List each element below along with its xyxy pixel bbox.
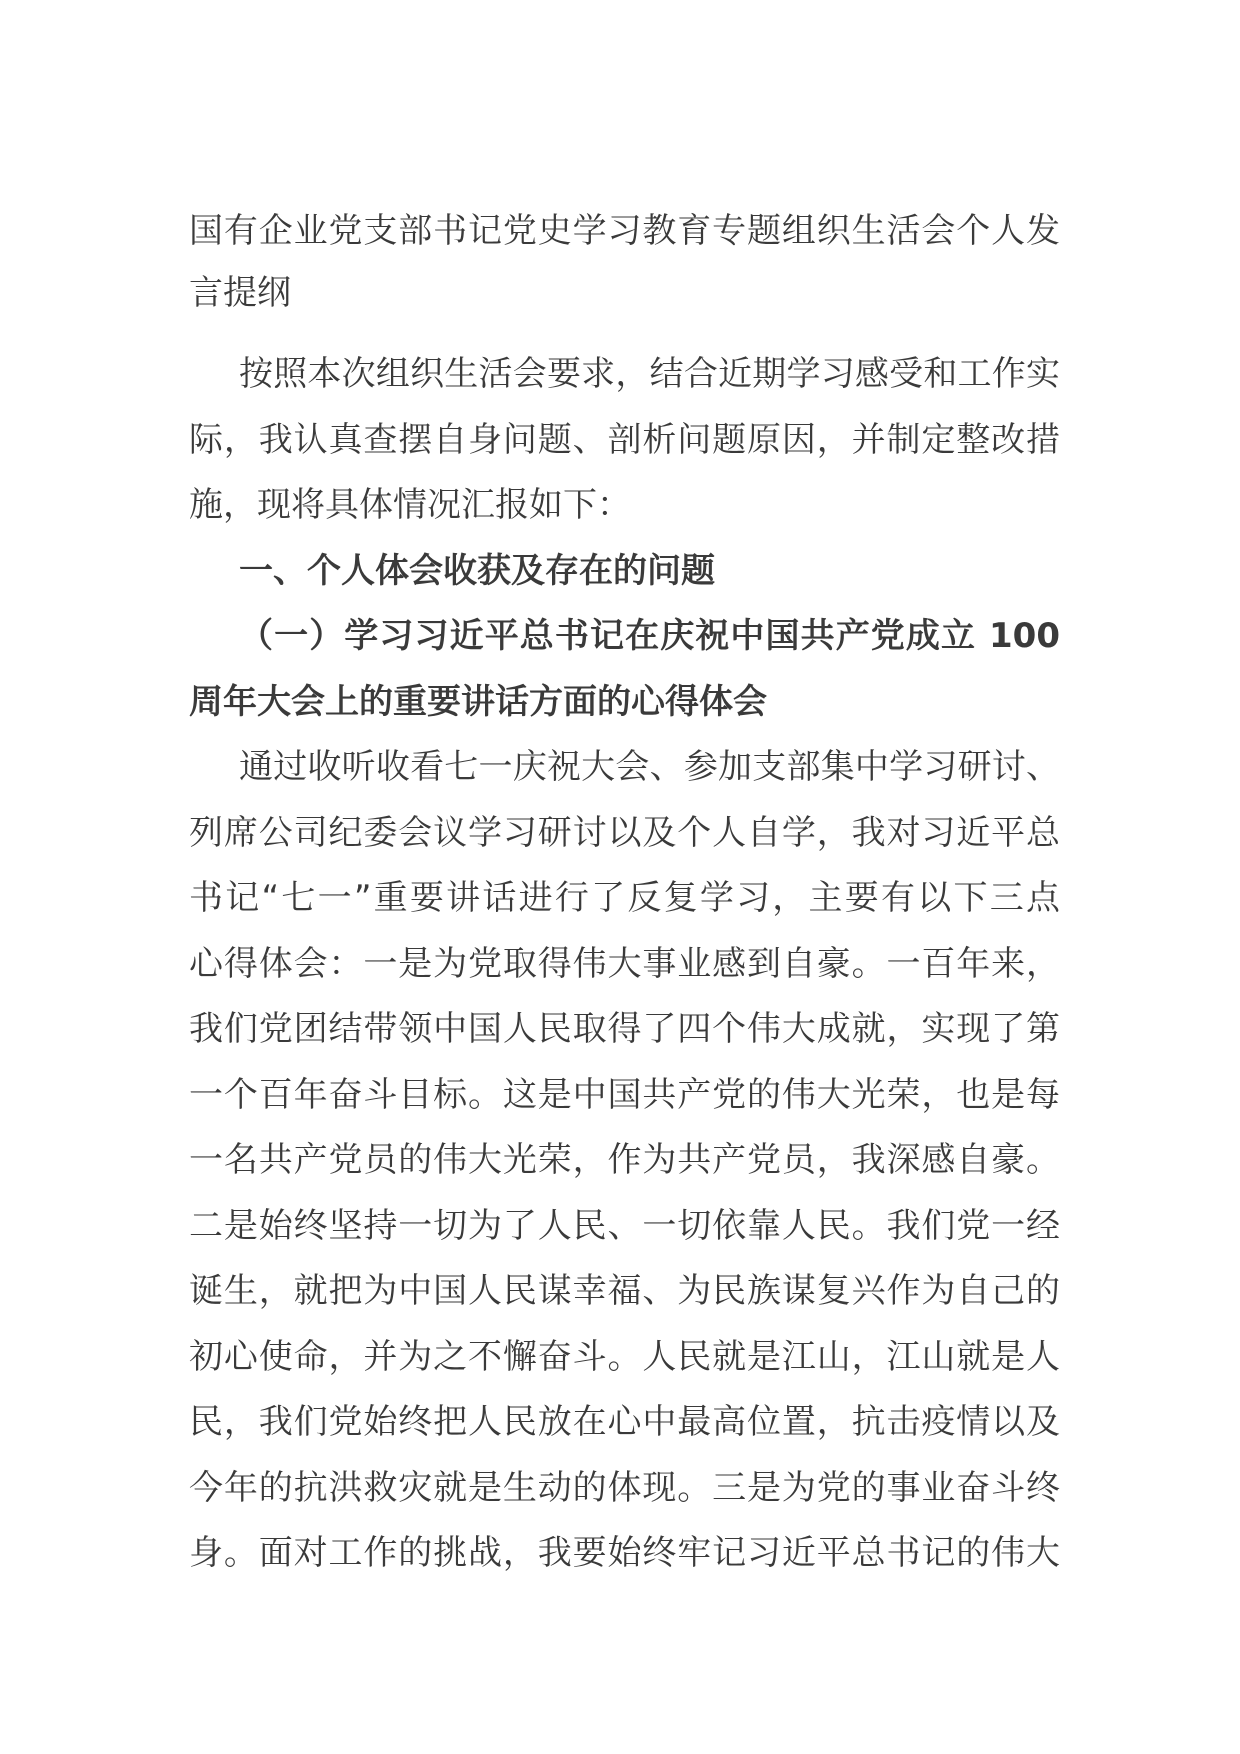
paragraph-line: 我们党团结带领中国人民取得了四个伟大成就，实现了第 — [189, 1009, 1060, 1049]
paragraph-line: 今年的抗洪救灾就是生动的体现。三是为党的事业奋斗终 — [189, 1467, 1060, 1508]
paragraph-line: 按照本次组织生活会要求，结合近期学习感受和工作实 — [239, 354, 1060, 394]
paragraph-line: 列席公司纪委会议学习研讨以及个人自学，我对习近平总 — [189, 812, 1060, 853]
paragraph-line: 心得体会：一是为党取得伟大事业感到自豪。一百年来， — [189, 943, 1060, 984]
intro-paragraph — [189, 342, 1060, 1587]
paragraph-line: 一个百年奋斗目标。这是中国共产党的伟大光荣，也是每 — [189, 1074, 1060, 1115]
paragraph-line: 通过收听收看七一庆祝大会、参加支部集中学习研讨、 — [239, 747, 1060, 787]
subsection-heading-line: 周年大会上的重要讲话方面的心得体会 — [189, 681, 767, 722]
paragraph-line: 身。面对工作的挑战，我要始终牢记习近平总书记的伟大 — [189, 1533, 1060, 1573]
document-title — [189, 200, 1060, 324]
paragraph-line: 一名共产党员的伟大光荣，作为共产党员，我深感自豪。 — [189, 1140, 1060, 1180]
paragraph-line: 初心使命，并为之不懈奋斗。人民就是江山，江山就是人 — [189, 1336, 1060, 1377]
title-line: 言提纲 — [189, 273, 291, 313]
title-line: 国有企业党支部书记党史学习教育专题组织生活会个人发 — [189, 211, 1060, 251]
paragraph-line: 施，现将具体情况汇报如下： — [189, 485, 631, 525]
paragraph-line: 诞生，就把为中国人民谋幸福、为民族谋复兴作为自己的 — [189, 1271, 1060, 1311]
paragraph-line: 际，我认真查摆自身问题、剖析问题原因，并制定整改措 — [189, 419, 1060, 460]
paragraph-line: 二是始终坚持一切为了人民、一切依靠人民。我们党一经 — [189, 1205, 1060, 1246]
subsection-heading-line: （一）学习习近平总书记在庆祝中国共产党成立 100 — [239, 616, 1060, 656]
paragraph-line: 民，我们党始终把人民放在心中最高位置，抗击疫情以及 — [189, 1402, 1060, 1442]
paragraph-line: 书记“七一”重要讲话进行了反复学习，主要有以下三点 — [189, 878, 1060, 918]
section-heading: 一、个人体会收获及存在的问题 — [239, 550, 715, 591]
